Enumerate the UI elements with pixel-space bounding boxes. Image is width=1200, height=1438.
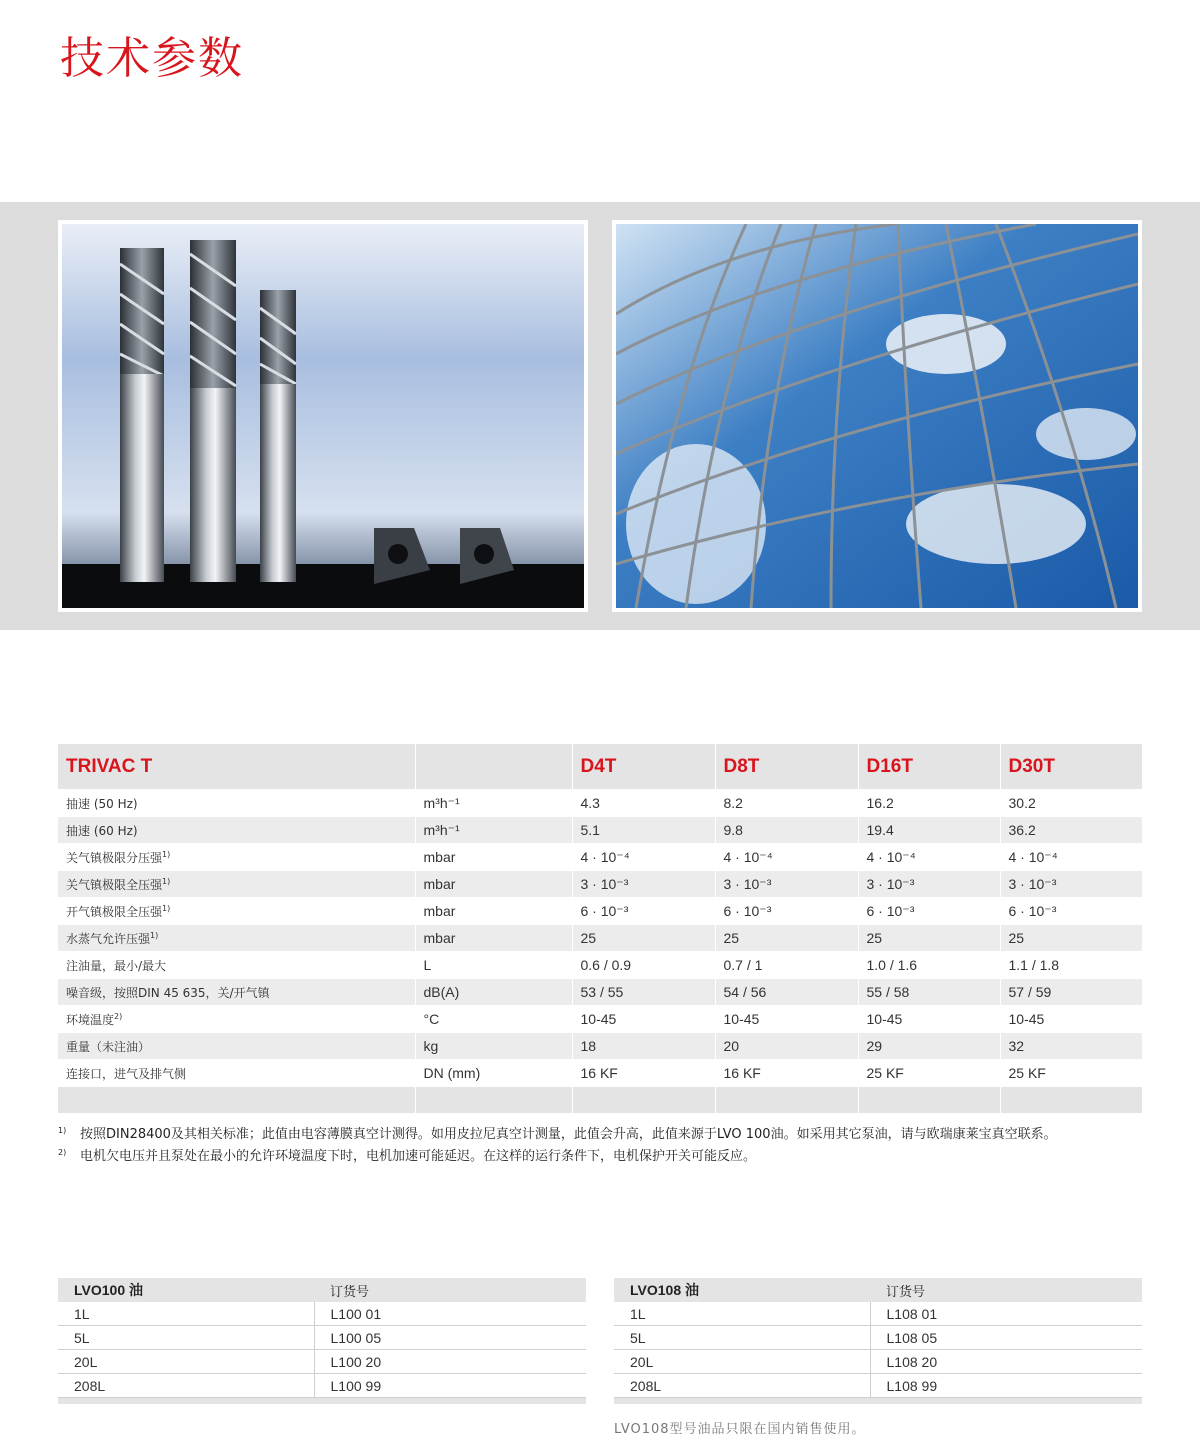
oil-row — [614, 1326, 1142, 1350]
spec-value: 25 — [715, 925, 858, 952]
spec-unit: DN (mm) — [415, 1060, 572, 1087]
spec-label — [58, 979, 415, 1006]
photo-band — [0, 202, 1200, 630]
spec-header-row — [58, 744, 1142, 790]
order-number: L108 20 — [870, 1350, 1142, 1374]
spec-value: 3 · 10⁻³ — [858, 871, 1000, 898]
spec-footer-cell — [415, 1087, 572, 1114]
footnote-ref: 1) — [162, 876, 171, 886]
cutting-tools-image — [62, 224, 584, 608]
spec-footer-cell — [858, 1087, 1000, 1114]
spec-label — [58, 1006, 415, 1033]
oil-footer-cell — [870, 1398, 1142, 1405]
spec-label — [58, 952, 415, 979]
spec-value: 3 · 10⁻³ — [1000, 871, 1142, 898]
spec-row — [58, 1006, 1142, 1033]
spec-value: 0.6 / 0.9 — [572, 952, 715, 979]
spec-label-text: 重量（未注油） — [66, 1039, 151, 1054]
spec-value: 36.2 — [1000, 817, 1142, 844]
oil-volume: 20L — [614, 1350, 870, 1374]
spec-label-text: 关气镇极限分压强 — [66, 850, 163, 865]
oil-volume: 208L — [58, 1374, 314, 1398]
spec-footer-cell — [58, 1087, 415, 1114]
footnote-mark: 2) — [58, 1148, 67, 1157]
spec-label — [58, 898, 415, 925]
footnote-text: 按照DIN28400及其相关标准；此值由电容薄膜真空计测得。如用皮拉尼真空计测量，此值会升高，此值来源于LVO 100油。如采用其它泵油，请与欧瑞康莱宝真空联系。 — [80, 1127, 1057, 1142]
spec-value: 6 · 10⁻³ — [572, 898, 715, 925]
footnotes — [58, 1124, 1158, 1168]
spec-value: 30.2 — [1000, 790, 1142, 817]
order-number: L100 99 — [314, 1374, 586, 1398]
spec-value: 29 — [858, 1033, 1000, 1060]
spec-label-text: 环境温度 — [66, 1012, 115, 1027]
spec-label — [58, 790, 415, 817]
spec-unit: m³h⁻¹ — [415, 790, 572, 817]
spec-value: 1.1 / 1.8 — [1000, 952, 1142, 979]
oil-name-header: LVO100 油 — [58, 1278, 314, 1302]
spec-label-text: 抽速 (60 Hz) — [66, 823, 138, 838]
oil-row — [614, 1374, 1142, 1398]
spec-label-text: 噪音级，按照DIN 45 635，关/开气镇 — [66, 985, 270, 1000]
spec-value: 1.0 / 1.6 — [858, 952, 1000, 979]
page-title: 技术参数 — [60, 33, 244, 84]
footnote — [58, 1124, 1158, 1146]
spec-col-header: D30T — [1000, 744, 1142, 790]
spec-value: 8.2 — [715, 790, 858, 817]
glass-building-photo — [612, 220, 1142, 612]
spec-value: 6 · 10⁻³ — [1000, 898, 1142, 925]
spec-value: 25 KF — [858, 1060, 1000, 1087]
spec-value: 4 · 10⁻⁴ — [1000, 844, 1142, 871]
spec-col-header: D4T — [572, 744, 715, 790]
spec-footer-cell — [715, 1087, 858, 1114]
spec-table — [58, 744, 1142, 1113]
order-number: L108 99 — [870, 1374, 1142, 1398]
spec-unit: L — [415, 952, 572, 979]
spec-label — [58, 871, 415, 898]
spec-value: 19.4 — [858, 817, 1000, 844]
spec-value: 10-45 — [715, 1006, 858, 1033]
spec-row — [58, 1060, 1142, 1087]
spec-row — [58, 817, 1142, 844]
footnote-mark: 1) — [58, 1126, 67, 1135]
spec-label-text: 连接口，进气及排气侧 — [66, 1066, 187, 1081]
order-number: L100 20 — [314, 1350, 586, 1374]
spec-value: 55 / 58 — [858, 979, 1000, 1006]
oil-table-lvo100 — [58, 1278, 586, 1404]
spec-label-text: 注油量，最小/最大 — [66, 958, 167, 973]
spec-value: 25 KF — [1000, 1060, 1142, 1087]
spec-row — [58, 952, 1142, 979]
spec-unit: mbar — [415, 925, 572, 952]
spec-row — [58, 844, 1142, 871]
oil-row — [58, 1326, 586, 1350]
spec-value: 57 / 59 — [1000, 979, 1142, 1006]
spec-value: 0.7 / 1 — [715, 952, 858, 979]
spec-value: 3 · 10⁻³ — [715, 871, 858, 898]
spec-row — [58, 1033, 1142, 1060]
spec-value: 6 · 10⁻³ — [715, 898, 858, 925]
spec-label — [58, 925, 415, 952]
footnote-text: 电机欠电压并且泵处在最小的允许环境温度下时，电机加速可能延迟。在这样的运行条件下，电机保护开关可能反应。 — [80, 1149, 757, 1164]
oil-row — [58, 1374, 586, 1398]
spec-footer-row — [58, 1087, 1142, 1114]
spec-label-text: 关气镇极限全压强 — [66, 877, 163, 892]
spec-unit: °C — [415, 1006, 572, 1033]
spec-value: 16 KF — [572, 1060, 715, 1087]
spec-value: 20 — [715, 1033, 858, 1060]
oil-name-header: LVO108 油 — [614, 1278, 870, 1302]
oil-volume: 5L — [58, 1326, 314, 1350]
oil-row — [614, 1302, 1142, 1326]
spec-col-header: D8T — [715, 744, 858, 790]
spec-value: 4.3 — [572, 790, 715, 817]
spec-label-text: 开气镇极限全压强 — [66, 904, 163, 919]
spec-unit: mbar — [415, 871, 572, 898]
oil-header-row — [614, 1278, 1142, 1302]
footnote — [58, 1146, 1158, 1168]
spec-label — [58, 1060, 415, 1087]
footnote-ref: 1) — [150, 930, 159, 940]
spec-value: 3 · 10⁻³ — [572, 871, 715, 898]
oil-volume: 20L — [58, 1350, 314, 1374]
spec-unit: mbar — [415, 898, 572, 925]
spec-value: 16.2 — [858, 790, 1000, 817]
oil-table-lvo108 — [614, 1278, 1142, 1404]
spec-unit: kg — [415, 1033, 572, 1060]
spec-value: 10-45 — [572, 1006, 715, 1033]
spec-row — [58, 979, 1142, 1006]
spec-model-header: TRIVAC T — [58, 744, 415, 790]
cutting-tools-photo — [58, 220, 588, 612]
spec-footer-cell — [1000, 1087, 1142, 1114]
spec-footer-cell — [572, 1087, 715, 1114]
spec-label — [58, 844, 415, 871]
spec-label-text: 水蒸气允许压强 — [66, 931, 151, 946]
spec-value: 6 · 10⁻³ — [858, 898, 1000, 925]
oil-volume: 208L — [614, 1374, 870, 1398]
spec-unit-header — [415, 744, 572, 790]
spec-value: 10-45 — [858, 1006, 1000, 1033]
spec-value: 5.1 — [572, 817, 715, 844]
spec-row — [58, 898, 1142, 925]
oil-footer-row — [58, 1398, 586, 1405]
spec-value: 16 KF — [715, 1060, 858, 1087]
spec-row — [58, 925, 1142, 952]
oil-footer-cell — [614, 1398, 870, 1405]
order-number-header: 订货号 — [870, 1278, 1142, 1302]
order-number-header: 订货号 — [314, 1278, 586, 1302]
order-number: L100 01 — [314, 1302, 586, 1326]
spec-value: 25 — [1000, 925, 1142, 952]
glass-building-image — [616, 224, 1138, 608]
oil-footer-row — [614, 1398, 1142, 1405]
oil-header-row — [58, 1278, 586, 1302]
spec-value: 54 / 56 — [715, 979, 858, 1006]
spec-value: 4 · 10⁻⁴ — [858, 844, 1000, 871]
oil-footer-cell — [314, 1398, 586, 1405]
oil-row — [58, 1350, 586, 1374]
spec-unit: mbar — [415, 844, 572, 871]
spec-value: 32 — [1000, 1033, 1142, 1060]
spec-row — [58, 790, 1142, 817]
footnote-ref: 1) — [162, 849, 171, 859]
oil-volume: 1L — [614, 1302, 870, 1326]
spec-col-header: D16T — [858, 744, 1000, 790]
spec-value: 4 · 10⁻⁴ — [572, 844, 715, 871]
spec-row — [58, 871, 1142, 898]
order-number: L100 05 — [314, 1326, 586, 1350]
oil-footer-cell — [58, 1398, 314, 1405]
order-number: L108 05 — [870, 1326, 1142, 1350]
oil-note: LVO108型号油品只限在国内销售使用。 — [614, 1422, 866, 1437]
spec-label — [58, 1033, 415, 1060]
order-number: L108 01 — [870, 1302, 1142, 1326]
spec-value: 53 / 55 — [572, 979, 715, 1006]
spec-value: 25 — [858, 925, 1000, 952]
oil-volume: 1L — [58, 1302, 314, 1326]
spec-value: 10-45 — [1000, 1006, 1142, 1033]
spec-unit: m³h⁻¹ — [415, 817, 572, 844]
spec-unit: dB(A) — [415, 979, 572, 1006]
spec-value: 9.8 — [715, 817, 858, 844]
spec-label — [58, 817, 415, 844]
oil-volume: 5L — [614, 1326, 870, 1350]
oil-row — [58, 1302, 586, 1326]
spec-value: 18 — [572, 1033, 715, 1060]
spec-value: 25 — [572, 925, 715, 952]
footnote-ref: 2) — [114, 1011, 123, 1021]
oil-row — [614, 1350, 1142, 1374]
footnote-ref: 1) — [162, 903, 171, 913]
spec-value: 4 · 10⁻⁴ — [715, 844, 858, 871]
spec-label-text: 抽速 (50 Hz) — [66, 796, 138, 811]
